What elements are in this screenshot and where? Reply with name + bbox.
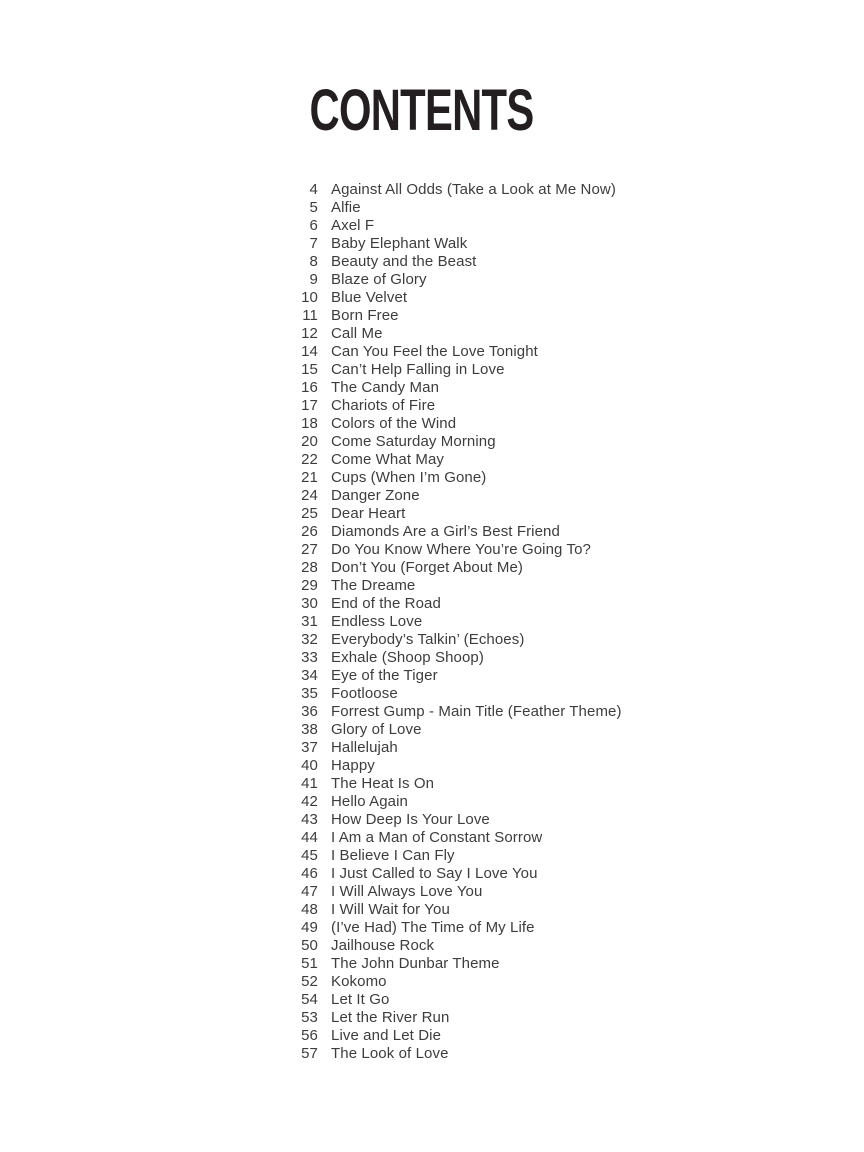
toc-song-title: How Deep Is Your Love	[331, 811, 490, 828]
toc-page-number: 43	[301, 811, 318, 828]
toc-entry	[280, 271, 622, 289]
toc-song-title: Blaze of Glory	[331, 271, 427, 288]
page-title: CONTENTS	[309, 78, 534, 143]
toc-song-title: End of the Road	[331, 595, 441, 612]
toc-entry	[280, 901, 622, 919]
toc-page-number: 57	[301, 1045, 318, 1062]
toc-song-title: I Will Wait for You	[331, 901, 450, 918]
toc-entry	[280, 703, 622, 721]
toc-song-title: Colors of the Wind	[331, 415, 457, 432]
toc-song-title: Let It Go	[331, 991, 390, 1008]
toc-page-number: 27	[301, 541, 318, 558]
toc-page-number: 8	[309, 253, 318, 270]
toc-entry	[280, 811, 622, 829]
toc-song-title: Blue Velvet	[331, 289, 408, 306]
toc-song-title: Hallelujah	[331, 739, 398, 756]
toc-entry	[280, 469, 622, 487]
toc-song-title: The John Dunbar Theme	[331, 955, 500, 972]
toc-page-number: 11	[302, 307, 318, 324]
toc-page-number: 16	[301, 379, 318, 396]
toc-entry	[280, 973, 622, 991]
toc-entry	[280, 307, 622, 325]
toc-entry	[280, 937, 622, 955]
toc-page-number: 53	[301, 1009, 318, 1026]
toc-song-title: Exhale (Shoop Shoop)	[331, 649, 484, 666]
toc-entry	[280, 199, 622, 217]
toc-entry	[280, 595, 622, 613]
toc-song-title: Born Free	[331, 307, 399, 324]
toc-song-title: Axel F	[331, 217, 375, 234]
toc-page-number: 25	[301, 505, 318, 522]
toc-entry	[280, 649, 622, 667]
toc-song-title: Footloose	[331, 685, 398, 702]
toc-entry	[280, 325, 622, 343]
toc-song-title: Forrest Gump - Main Title (Feather Theme)	[331, 703, 622, 720]
toc-entry	[280, 217, 622, 235]
toc-entry	[280, 397, 622, 415]
toc-entry	[280, 433, 622, 451]
toc-page-number: 14	[301, 343, 318, 360]
toc-page-number: 48	[301, 901, 318, 918]
toc-entry	[280, 235, 622, 253]
toc-page-number: 12	[301, 325, 318, 342]
page-title-wrap	[0, 78, 843, 143]
toc-song-title: Live and Let Die	[331, 1027, 442, 1044]
toc-page-number: 24	[301, 487, 318, 504]
toc-entry	[280, 865, 622, 883]
toc-entry	[280, 451, 622, 469]
toc-entry	[280, 1027, 622, 1045]
toc-entry	[280, 991, 622, 1009]
toc-song-title: Glory of Love	[331, 721, 422, 738]
toc-song-title: Let the River Run	[331, 1009, 450, 1026]
toc-entry	[280, 289, 622, 307]
toc-entry	[280, 631, 622, 649]
toc-page-number: 5	[309, 199, 318, 216]
toc-song-title: I Am a Man of Constant Sorrow	[331, 829, 543, 846]
toc-entry	[280, 1045, 622, 1063]
toc-entry	[280, 379, 622, 397]
toc-page-number: 33	[301, 649, 318, 666]
toc-page-number: 18	[301, 415, 318, 432]
toc-page-number: 44	[301, 829, 318, 846]
toc-page-number: 36	[301, 703, 318, 720]
toc-page-number: 7	[309, 235, 318, 252]
toc-entry	[280, 739, 622, 757]
toc-entry	[280, 919, 622, 937]
toc-page-number: 56	[301, 1027, 318, 1044]
toc-song-title: Everybody’s Talkin’ (Echoes)	[331, 631, 525, 648]
toc-page-number: 32	[301, 631, 318, 648]
toc-song-title: Diamonds Are a Girl’s Best Friend	[331, 523, 560, 540]
toc-page-number: 30	[301, 595, 318, 612]
toc-song-title: Eye of the Tiger	[331, 667, 438, 684]
toc-page-number: 42	[301, 793, 318, 810]
toc-entry	[280, 361, 622, 379]
toc-entry	[280, 667, 622, 685]
toc-entry	[280, 775, 622, 793]
toc-page-number: 31	[301, 613, 318, 630]
toc-song-title: Jailhouse Rock	[331, 937, 435, 954]
toc-song-title: Alfie	[331, 199, 361, 216]
toc-song-title: Danger Zone	[331, 487, 420, 504]
toc-entry	[280, 541, 622, 559]
toc-entry	[280, 955, 622, 973]
toc-song-title: (I’ve Had) The Time of My Life	[331, 919, 535, 936]
toc-page-number: 4	[309, 181, 318, 198]
toc-entry	[280, 505, 622, 523]
toc-entry	[280, 559, 622, 577]
toc-song-title: Hello Again	[331, 793, 408, 810]
toc-song-title: Dear Heart	[331, 505, 406, 522]
toc-entry	[280, 577, 622, 595]
toc-entry	[280, 721, 622, 739]
toc-page-number: 22	[301, 451, 318, 468]
toc-page-number: 50	[301, 937, 318, 954]
toc-song-title: The Dreame	[331, 577, 416, 594]
toc-page-number: 34	[301, 667, 318, 684]
toc-song-title: Come Saturday Morning	[331, 433, 496, 450]
toc-song-title: Don’t You (Forget About Me)	[331, 559, 523, 576]
toc-song-title: Call Me	[331, 325, 383, 342]
toc-song-title: The Candy Man	[331, 379, 440, 396]
toc-page-number: 45	[301, 847, 318, 864]
toc-page-number: 17	[301, 397, 318, 414]
toc-page-number: 9	[309, 271, 318, 288]
toc-entry	[280, 685, 622, 703]
toc-entry	[280, 523, 622, 541]
toc-entry	[280, 415, 622, 433]
toc-page-number: 10	[301, 289, 318, 306]
toc-page-number: 26	[301, 523, 318, 540]
toc-page-number: 20	[301, 433, 318, 450]
toc-song-title: Chariots of Fire	[331, 397, 436, 414]
toc-song-title: I Will Always Love You	[331, 883, 483, 900]
toc-song-title: Kokomo	[331, 973, 387, 990]
toc-page-number: 49	[301, 919, 318, 936]
toc-page-number: 21	[301, 469, 318, 486]
table-of-contents	[280, 181, 622, 1063]
toc-song-title: Baby Elephant Walk	[331, 235, 468, 252]
toc-song-title: Can’t Help Falling in Love	[331, 361, 505, 378]
toc-song-title: Endless Love	[331, 613, 423, 630]
toc-song-title: Come What May	[331, 451, 444, 468]
toc-song-title: Can You Feel the Love Tonight	[331, 343, 538, 360]
toc-page-number: 15	[301, 361, 318, 378]
toc-song-title: The Heat Is On	[331, 775, 435, 792]
toc-page-number: 35	[301, 685, 318, 702]
toc-page-number: 52	[301, 973, 318, 990]
toc-entry	[280, 829, 622, 847]
toc-song-title: I Believe I Can Fly	[331, 847, 455, 864]
toc-song-title: I Just Called to Say I Love You	[331, 865, 538, 882]
toc-entry	[280, 343, 622, 361]
toc-page-number: 38	[301, 721, 318, 738]
toc-entry	[280, 793, 622, 811]
toc-song-title: Happy	[331, 757, 375, 774]
toc-entry	[280, 847, 622, 865]
toc-entry	[280, 757, 622, 775]
toc-page-number: 46	[301, 865, 318, 882]
toc-page-number: 47	[301, 883, 318, 900]
toc-page-number: 54	[301, 991, 318, 1008]
toc-song-title: Against All Odds (Take a Look at Me Now)	[331, 181, 616, 198]
toc-entry	[280, 613, 622, 631]
toc-song-title: Cups (When I’m Gone)	[331, 469, 487, 486]
toc-page-number: 41	[301, 775, 318, 792]
toc-entry	[280, 181, 622, 199]
toc-page-number: 28	[301, 559, 318, 576]
toc-song-title: The Look of Love	[331, 1045, 449, 1062]
toc-entry	[280, 487, 622, 505]
toc-page-number: 37	[301, 739, 318, 756]
toc-page-number: 51	[301, 955, 318, 972]
toc-entry	[280, 1009, 622, 1027]
toc-page-number: 40	[301, 757, 318, 774]
toc-song-title: Beauty and the Beast	[331, 253, 477, 270]
toc-page-number: 6	[309, 217, 318, 234]
toc-entry	[280, 883, 622, 901]
toc-entry	[280, 253, 622, 271]
toc-page-number: 29	[301, 577, 318, 594]
toc-song-title: Do You Know Where You’re Going To?	[331, 541, 591, 558]
